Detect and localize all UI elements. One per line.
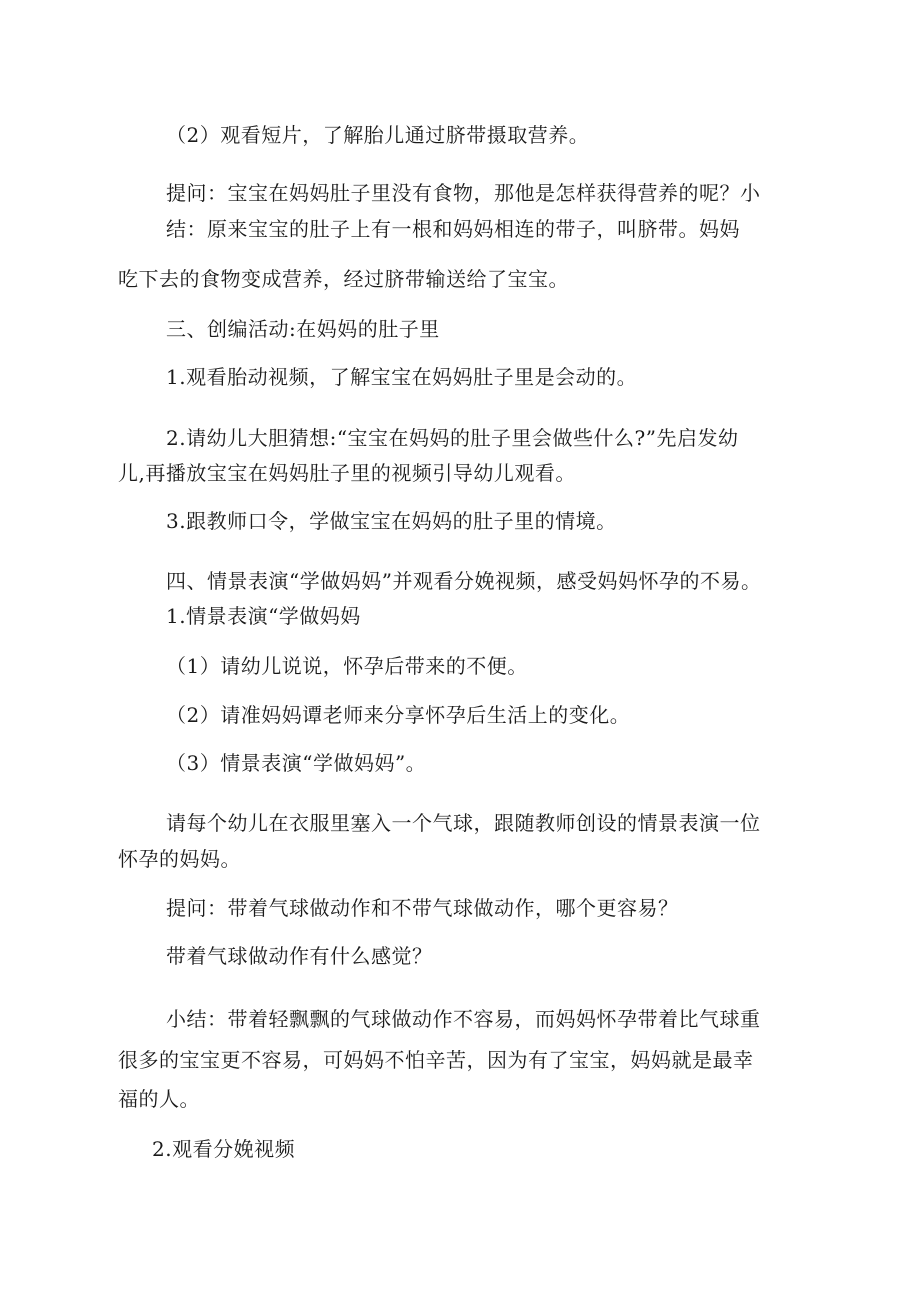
paragraph-line: 怀孕的妈妈。 [118, 847, 241, 871]
paragraph-line: 儿,再播放宝宝在妈妈肚子里的视频引导幼儿观看。 [118, 461, 576, 485]
paragraph-line: （2）请准妈妈谭老师来分享怀孕后生活上的变化。 [166, 703, 631, 727]
paragraph-line: 带着气球做动作有什么感觉？ [166, 944, 433, 968]
paragraph-line: （3）情景表演“学做妈妈”。 [166, 751, 427, 775]
paragraph-line: 请每个幼儿在衣服里塞入一个气球，跟随教师创设的情景表演一位 [166, 811, 761, 835]
paragraph-line: 结：原来宝宝的肚子上有一根和妈妈相连的带子，叫脐带。妈妈 [166, 217, 740, 241]
paragraph-line: 很多的宝宝更不容易，可妈妈不怕辛苦，因为有了宝宝，妈妈就是最幸 [118, 1048, 754, 1072]
paragraph-line: 1.情景表演“学做妈妈 [166, 604, 361, 628]
paragraph-line: 吃下去的食物变成营养，经过脐带输送给了宝宝。 [118, 267, 569, 291]
paragraph-line: 3.跟教师口令，学做宝宝在妈妈的肚子里的情境。 [166, 509, 617, 533]
paragraph-line: 提问：宝宝在妈妈肚子里没有食物，那他是怎样获得营养的呢？小 [166, 181, 761, 205]
paragraph-line: 小结：带着轻飘飘的气球做动作不容易，而妈妈怀孕带着比气球重 [166, 1007, 761, 1031]
paragraph-line: （1）请幼儿说说，怀孕后带来的不便。 [166, 654, 528, 678]
section-heading: 四、情景表演“学做妈妈”并观看分娩视频，感受妈妈怀孕的不易。 [166, 569, 762, 593]
paragraph-line: 2.请幼儿大胆猜想:“宝宝在妈妈的肚子里会做些什么?”先启发幼 [166, 426, 739, 450]
paragraph-line: 1.观看胎动视频，了解宝宝在妈妈肚子里是会动的。 [166, 365, 638, 389]
paragraph-line: 2.观看分娩视频 [152, 1137, 296, 1161]
section-heading: 三、创编活动:在妈妈的肚子里 [166, 317, 440, 341]
paragraph-line: 提问：带着气球做动作和不带气球做动作，哪个更容易？ [166, 896, 679, 920]
paragraph-line: 福的人。 [118, 1087, 200, 1111]
paragraph-line: （2）观看短片，了解胎儿通过脐带摄取营养。 [166, 123, 590, 147]
